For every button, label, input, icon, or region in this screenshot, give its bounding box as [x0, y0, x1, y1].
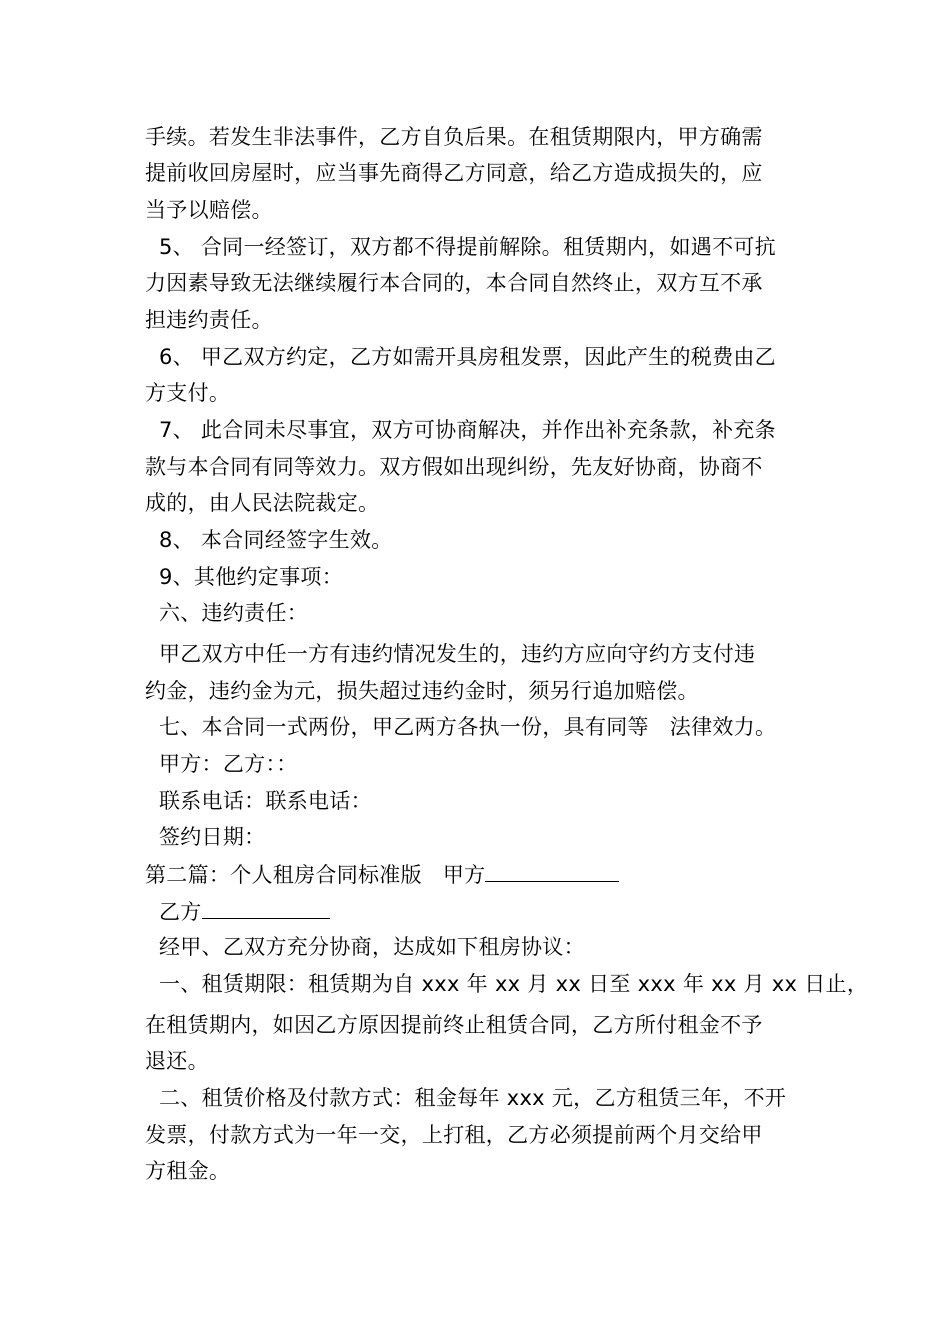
- text-line: 签约日期：: [145, 825, 266, 849]
- text-line: 在租赁期内，如因乙方原因提前终止租赁合同，乙方所付租金不予: [145, 1013, 763, 1037]
- text-line: 力因素导致无法继续履行本合同的，本合同自然终止，双方互不承: [145, 271, 763, 295]
- text-line: 七、本合同一式两份，甲乙两方各执一份，具有同等 法律效力。: [145, 715, 777, 739]
- text-line: 约金，违约金为元，损失超过违约金时，须另行追加赔偿。: [145, 679, 699, 703]
- section-heading: 第二篇：个人租房合同标准版 甲方: [145, 863, 486, 887]
- text-line: 9、其他约定事项：: [145, 565, 344, 589]
- tenant-label: 乙方: [145, 900, 202, 924]
- text-line: 成的，由人民法院裁定。: [145, 491, 380, 515]
- text-line: 二、租赁价格及付款方式：租金每年 xxx 元，乙方租赁三年，不开: [145, 1086, 787, 1110]
- text-line: 发票，付款方式为一年一交，上打租，乙方必须提前两个月交给甲: [145, 1123, 763, 1147]
- text-line: 6、 甲乙双方约定，乙方如需开具房租发票，因此产生的税费由乙: [145, 345, 776, 369]
- text-line: 手续。若发生非法事件，乙方自负后果。在租赁期限内，甲方确需: [145, 125, 763, 149]
- section-heading-line: [145, 861, 619, 888]
- text-line: 甲方：乙方：：: [145, 752, 298, 776]
- text-line: 款与本合同有同等效力。双方假如出现纠纷，先友好协商，协商不: [145, 455, 763, 479]
- text-line: 联系电话：联系电话：: [145, 789, 372, 813]
- landlord-blank-line: [485, 861, 619, 882]
- text-line: 一、租赁期限：租赁期为自 xxx 年 xx 月 xx 日至 xxx 年 xx 月 xx 日止，: [145, 972, 869, 996]
- text-line: 方租金。: [145, 1159, 231, 1183]
- text-line: 退还。: [145, 1049, 209, 1073]
- text-line: 方支付。: [145, 381, 231, 405]
- tenant-line: [145, 898, 330, 925]
- text-line: 7、 此合同未尽事宜，双方可协商解决，并作出补充条款，补充条: [145, 418, 776, 442]
- text-line: 8、 本合同经签字生效。: [145, 528, 393, 552]
- tenant-blank-line: [202, 898, 330, 919]
- text-line: 当予以赔偿。: [145, 198, 273, 222]
- text-line: 5、 合同一经签订，双方都不得提前解除。租赁期内，如遇不可抗: [145, 235, 776, 259]
- text-line: 经甲、乙双方充分协商，达成如下租房协议：: [145, 935, 585, 959]
- text-line: 担违约责任。: [145, 308, 273, 332]
- text-line: 甲乙双方中任一方有违约情况发生的，违约方应向守约方支付违: [145, 642, 756, 666]
- text-line: 提前收回房屋时，应当事先商得乙方同意，给乙方造成损失的，应: [145, 161, 763, 185]
- text-line: 六、违约责任：: [145, 601, 309, 625]
